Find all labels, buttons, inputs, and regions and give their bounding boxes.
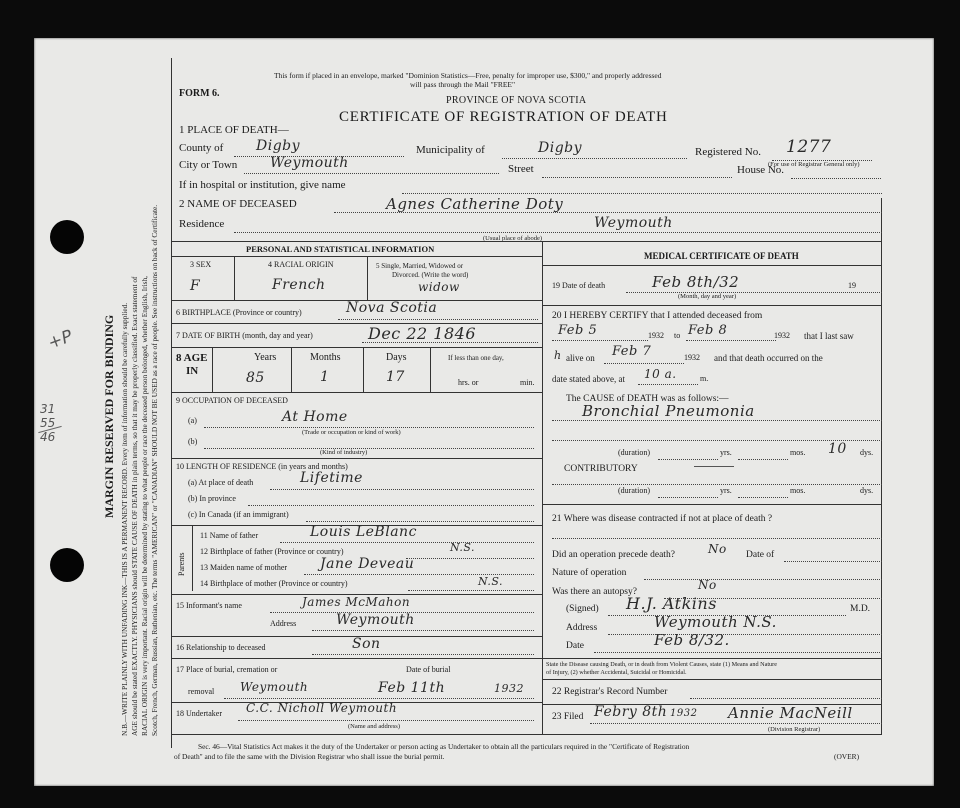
- md-label: M.D.: [850, 604, 871, 614]
- birthplace-label: 6 BIRTHPLACE (Province or country): [176, 308, 302, 317]
- city-value: Weymouth: [270, 155, 349, 171]
- min-label: min.: [520, 378, 535, 387]
- last-saw-label: that I last saw: [804, 331, 854, 341]
- birthplace-value: Nova Scotia: [346, 300, 438, 316]
- filed-label: 23 Filed: [552, 712, 584, 722]
- registrar-record-label: 22 Registrar's Record Number: [552, 687, 668, 697]
- column-divider: [542, 241, 543, 734]
- right-border: [881, 198, 882, 734]
- left-border: [171, 58, 172, 748]
- occupation-label: 9 OCCUPATION OF DECEASED: [176, 396, 288, 405]
- certificate-title: CERTIFICATE OF REGISTRATION OF DEATH: [339, 109, 668, 125]
- certify-label: 20 I HEREBY CERTIFY that I attended deceased from: [552, 311, 763, 321]
- certificate-page: [34, 38, 934, 786]
- division-registrar-note: (Division Registrar): [768, 726, 821, 733]
- city-label: City or Town: [179, 159, 238, 171]
- pencil-note-55: 55: [40, 416, 56, 430]
- father-name-value: Louis LeBlanc: [310, 524, 417, 540]
- informant-address-label: Address: [270, 619, 297, 628]
- hrs-label: hrs. or: [458, 378, 479, 387]
- alive-on-year: 1932: [684, 353, 700, 362]
- municipality-value: Digby: [538, 140, 583, 156]
- autopsy-value: No: [698, 578, 717, 592]
- father-name-label: 11 Name of father: [200, 531, 259, 540]
- residence-value: Weymouth: [594, 215, 673, 231]
- undertaker-value: C.C. Nicholl Weymouth: [246, 701, 398, 715]
- father-birthplace-value: N.S.: [450, 541, 476, 554]
- age-label-2: IN: [186, 365, 199, 377]
- registrar-general-note: (For use of Registrar General only): [768, 161, 860, 168]
- date-of-death-note: (Month, day and year): [678, 293, 737, 300]
- binding-notice-1: N.B.—WRITE PLAINLY WITH UNFADING INK—THIS IS A PERMANENT RECORD. Every item of information should be carefully supplied.: [120, 302, 129, 736]
- mother-name-label: 13 Maiden name of mother: [200, 563, 288, 572]
- binding-notice-3: RACIAL ORIGIN is very important. Racial origin will be determined by stating to what people or race the deceased person belonged, whether English, Irish,: [140, 276, 149, 736]
- form-number: FORM 6.: [179, 88, 220, 99]
- cause-duration-label: (duration): [618, 448, 650, 457]
- residence-a-value: Lifetime: [300, 470, 363, 486]
- attended-from-value: Feb 5: [558, 323, 598, 338]
- undertaker-label: 18 Undertaker: [176, 709, 222, 718]
- informant-label: 15 Informant's name: [176, 601, 242, 610]
- contributory-yrs-label: yrs.: [720, 486, 732, 495]
- sex-value: F: [190, 278, 201, 294]
- attended-to-year: 1932: [774, 331, 790, 340]
- pencil-note-plus-p: +P: [45, 326, 76, 354]
- residence-label: Residence: [179, 218, 225, 230]
- footer-over: (OVER): [834, 752, 860, 761]
- house-number-label: House No.: [737, 164, 785, 176]
- months-value: 1: [320, 369, 330, 385]
- date-of-birth-label: 7 DATE OF BIRTH (month, day and year): [176, 331, 313, 340]
- sex-label: 3 SEX: [190, 260, 212, 269]
- pencil-note-31: 31: [40, 402, 56, 416]
- burial-year-value: 1932: [494, 682, 524, 695]
- occupation-b-label: (b): [188, 437, 198, 446]
- date-of-birth-value: Dec 22 1846: [368, 324, 477, 343]
- to-label: to: [674, 331, 681, 340]
- removal-value: Weymouth: [240, 680, 309, 694]
- physician-date-value: Feb 8/32.: [654, 631, 730, 649]
- cause-yrs-label: yrs.: [720, 448, 732, 457]
- alive-on-value: Feb 7: [612, 344, 652, 359]
- filed-year-value: 1932: [670, 708, 698, 719]
- time-of-death-value: 10 a.: [644, 367, 677, 381]
- removal-label: removal: [188, 687, 215, 696]
- deceased-name-label: 2 NAME OF DECEASED: [179, 198, 297, 210]
- father-birthplace-label: 12 Birthplace of father (Province or country): [200, 547, 344, 556]
- cause-dys-label: dys.: [860, 448, 874, 457]
- residence-c-label: (c) In Canada (if an immigrant): [188, 510, 289, 519]
- binding-margin-title: MARGIN RESERVED FOR BINDING: [102, 314, 116, 518]
- contributory-dys-label: dys.: [860, 486, 874, 495]
- filed-date-value: Febry 8th: [594, 704, 668, 720]
- occupation-a-note: (Trade or occupation or kind of work): [302, 429, 401, 436]
- medical-certificate-heading: MEDICAL CERTIFICATE OF DEATH: [644, 251, 799, 261]
- place-of-death-heading: 1 PLACE OF DEATH—: [179, 124, 289, 136]
- physician-address-label: Address: [566, 623, 598, 633]
- state-disease-note-1: State the Disease causing Death, or in death from Violent Causes, state (1) Means and Nature: [546, 661, 777, 668]
- mother-birthplace-value: N.S.: [478, 575, 504, 588]
- date-stated-label: date stated above, at: [552, 374, 625, 384]
- days-label: Days: [386, 352, 407, 363]
- cause-mos-value: 10: [828, 441, 847, 457]
- contributory-duration-label: (duration): [618, 486, 650, 495]
- months-label: Months: [310, 352, 341, 363]
- personal-info-heading: PERSONAL AND STATISTICAL INFORMATION: [246, 244, 435, 254]
- state-disease-note-2: of Injury, (2) whether Accidental, Suicidal or Homicidal.: [546, 669, 687, 676]
- burial-place-label: 17 Place of burial, cremation or: [176, 665, 278, 674]
- occupation-b-note: (Kind of industry): [320, 449, 368, 456]
- hospital-label: If in hospital or institution, give name: [179, 179, 346, 191]
- physician-address-value: Weymouth N.S.: [654, 613, 777, 631]
- physician-date-label: Date: [566, 641, 584, 651]
- autopsy-label: Was there an autopsy?: [552, 587, 637, 597]
- racial-origin-label: 4 RACIAL ORIGIN: [268, 260, 334, 269]
- binding-hole-bottom: [50, 548, 84, 582]
- racial-origin-value: French: [272, 277, 326, 293]
- cause-of-death-value: Bronchial Pneumonia: [582, 402, 755, 420]
- years-label: Years: [254, 352, 277, 363]
- county-label: County of: [179, 142, 224, 154]
- street-label: Street: [508, 163, 534, 175]
- date-of-death-label: 19 Date of death: [552, 281, 606, 290]
- physician-signature: H.J. Atkins: [626, 594, 717, 613]
- marital-status-label-1: 5 Single, Married, Widowed or: [376, 262, 464, 270]
- attended-from-year: 1932: [648, 331, 664, 340]
- undertaker-note: (Name and address): [348, 723, 400, 730]
- binding-hole-top: [50, 220, 84, 254]
- marital-status-label-2: Divorced. (Write the word): [392, 271, 469, 279]
- envelope-note-1: This form if placed in an envelope, marked "Dominion Statistics—Free, penalty for improper use, $300," and properly addressed: [274, 71, 662, 80]
- date-of-death-suffix: 19: [848, 281, 856, 290]
- cause-mos-label: mos.: [790, 448, 806, 457]
- envelope-note-2: will pass through the Mail "FREE": [410, 80, 516, 89]
- binding-notice-4: Scotch, French, German, Russian, Ruthenian, etc. The terms "AMERICAN" or "CANADIAN" SHOULD NOT BE USED as a race of people. See instructions on back of Certificate.: [150, 204, 159, 736]
- relationship-label: 16 Relationship to deceased: [176, 643, 266, 652]
- registered-number-value: 1277: [786, 137, 832, 157]
- alive-on-label: alive on: [566, 353, 595, 363]
- registrar-signature: Annie MacNeill: [728, 704, 853, 722]
- occupation-a-label: (a): [188, 416, 197, 425]
- registered-number-label: Registered No.: [695, 146, 761, 158]
- burial-date-value: Feb 11th: [378, 680, 446, 696]
- signed-label: (Signed): [566, 604, 599, 614]
- operation-nature-label: Nature of operation: [552, 568, 627, 578]
- municipality-label: Municipality of: [416, 144, 485, 156]
- age-label-1: 8 AGE: [176, 352, 208, 364]
- deceased-name-value: Agnes Catherine Doty: [386, 195, 564, 213]
- informant-address-value: Weymouth: [336, 612, 415, 628]
- binding-notice-2: AGE should be stated EXACTLY. PHYSICIANS should STATE CAUSE OF DEATH in plain terms, so that it may be properly classified. Exact statement of: [130, 276, 139, 736]
- date-of-death-value: Feb 8th/32: [652, 273, 740, 291]
- residence-a-label: (a) At place of death: [188, 478, 254, 487]
- mother-name-value: Jane Deveau: [320, 556, 415, 572]
- alive-prefix: h: [554, 349, 562, 362]
- footer-line-2: of Death" and to file the same with the Division Registrar who shall issue the burial permit.: [174, 752, 445, 761]
- death-occurred-label: and that death occurred on the: [714, 353, 823, 363]
- relationship-value: Son: [352, 636, 381, 652]
- occupation-a-value: At Home: [282, 409, 348, 425]
- disease-contracted-label: 21 Where was disease contracted if not at place of death ?: [552, 514, 773, 524]
- bottom-border: [171, 734, 882, 735]
- attended-to-value: Feb 8: [688, 323, 728, 338]
- pencil-note-46: 46: [40, 430, 56, 444]
- less-than-one-day-label: If less than one day,: [448, 354, 504, 362]
- parents-label: Parents: [177, 552, 186, 576]
- informant-value: James McMahon: [302, 595, 411, 609]
- operation-date-label: Date of: [746, 550, 775, 560]
- province-name: PROVINCE OF NOVA SCOTIA: [446, 95, 587, 106]
- county-value: Digby: [256, 138, 301, 154]
- mother-birthplace-label: 14 Birthplace of mother (Province or country): [200, 579, 348, 588]
- burial-date-label: Date of burial: [406, 665, 451, 674]
- footer-line-1: Sec. 46—Vital Statistics Act makes it the duty of the Undertaker or person acting as Undertaker to obtain all the particulars required in the "Certificate of Registration: [198, 742, 690, 751]
- contributory-mos-label: mos.: [790, 486, 806, 495]
- days-value: 17: [386, 369, 405, 385]
- operation-label: Did an operation precede death?: [552, 550, 675, 560]
- years-value: 85: [246, 370, 265, 386]
- contributory-label: CONTRIBUTORY: [564, 464, 638, 474]
- m-label: m.: [700, 374, 709, 383]
- residence-b-label: (b) In province: [188, 494, 236, 503]
- abode-note: (Usual place of abode): [483, 235, 543, 242]
- length-residence-label: 10 LENGTH OF RESIDENCE (in years and months): [176, 462, 348, 471]
- marital-status-value: widow: [418, 280, 460, 294]
- cause-of-death-label: The CAUSE of DEATH was as follows:—: [566, 394, 729, 404]
- operation-value: No: [708, 542, 727, 556]
